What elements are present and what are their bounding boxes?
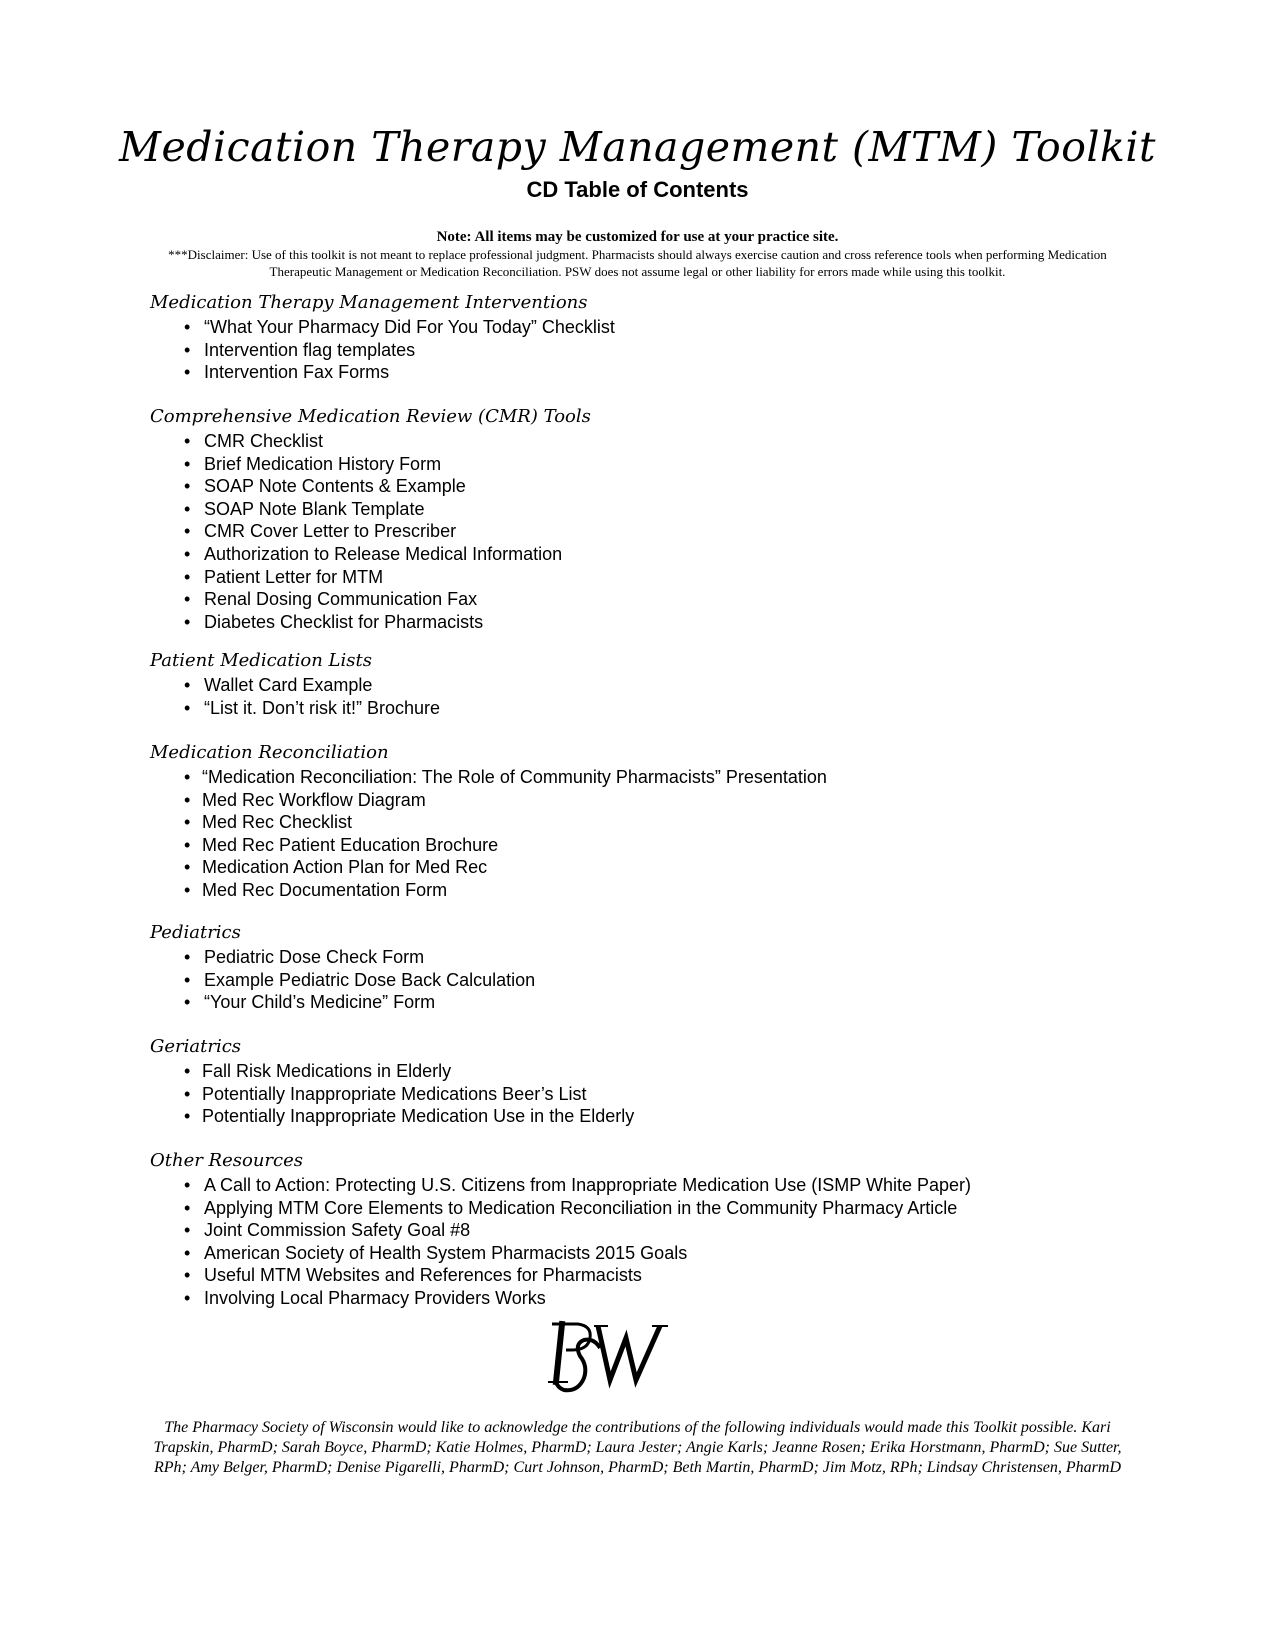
list-item	[150, 991, 1150, 1014]
section-heading: Comprehensive Medication Review (CMR) Tools	[150, 406, 591, 427]
item-text: Fall Risk Medications in Elderly	[202, 1061, 452, 1081]
bullet-icon: •	[184, 339, 191, 360]
list-item	[150, 1197, 1150, 1220]
bullet-icon: •	[184, 812, 191, 833]
item-text: Pediatric Dose Check Form	[204, 947, 425, 967]
page-subtitle: CD Table of Contents	[526, 177, 749, 202]
bullet-icon: •	[184, 1220, 191, 1241]
psw-logo	[548, 1318, 672, 1396]
bullet-icon: •	[184, 1083, 191, 1104]
item-text: Med Rec Documentation Form	[202, 879, 448, 900]
list-item	[150, 879, 1150, 902]
bullet-icon: •	[184, 1265, 191, 1286]
bullet-icon: •	[184, 1175, 191, 1195]
item-list	[150, 316, 1150, 384]
item-text: Patient Letter for MTM	[204, 566, 384, 587]
list-item	[150, 674, 1150, 697]
list-item	[150, 1242, 1150, 1265]
bullet-icon: •	[184, 431, 191, 451]
section-pediatrics	[150, 922, 1150, 1014]
list-item	[150, 543, 1150, 566]
section-heading: Medication Therapy Management Interventions	[150, 292, 588, 313]
item-text: Involving Local Pharmacy Providers Works	[204, 1287, 546, 1308]
item-text: Potentially Inappropriate Medication Use in the Elderly	[202, 1106, 635, 1127]
item-list	[150, 1060, 1150, 1128]
list-item	[150, 946, 1150, 969]
list-item	[150, 339, 1150, 362]
list-item	[150, 766, 1150, 789]
item-text: “List it. Don’t risk it!” Brochure	[204, 697, 441, 718]
item-text: Authorization to Release Medical Information	[204, 543, 563, 564]
item-text: Example Pediatric Dose Back Calculation	[204, 969, 536, 990]
bullet-icon: •	[184, 789, 191, 810]
bullet-icon: •	[184, 476, 191, 497]
list-item	[150, 520, 1150, 543]
list-item	[150, 789, 1150, 812]
list-item	[150, 316, 1150, 339]
item-text: Applying MTM Core Elements to Medication Reconciliation in the Community Pharmacy Article	[204, 1197, 958, 1218]
bullet-icon: •	[184, 834, 191, 855]
item-text: “Medication Reconciliation: The Role of Community Pharmacists” Presentation	[202, 767, 827, 787]
list-item	[150, 1105, 1150, 1128]
bullet-icon: •	[184, 566, 191, 587]
section-mtm-interventions	[150, 292, 1150, 384]
item-text: Intervention flag templates	[204, 339, 416, 360]
item-text: Medication Action Plan for Med Rec	[202, 857, 488, 878]
item-list	[150, 946, 1150, 1014]
item-text: Med Rec Patient Education Brochure	[202, 834, 499, 855]
bullet-icon: •	[184, 498, 191, 519]
bullet-icon: •	[184, 521, 191, 542]
bullet-icon: •	[184, 857, 191, 878]
section-geriatrics	[150, 1036, 1150, 1128]
section-other-resources	[150, 1150, 1150, 1310]
item-text: SOAP Note Contents & Example	[204, 476, 466, 497]
section-heading: Medication Reconciliation	[150, 742, 389, 763]
item-text: Diabetes Checklist for Pharmacists	[204, 611, 484, 632]
list-item	[150, 1174, 1150, 1197]
list-item	[150, 1287, 1150, 1310]
bullet-icon: •	[184, 1106, 191, 1127]
disclaimer-text: ***Disclaimer: Use of this toolkit is not meant to replace professional judgment. Pharmacists should always exercise caution and cross reference tools when performing Medication Therapeutic Management or Medication Reconciliation. PSW does not assume legal or other liability for errors made while using this toolkit.	[168, 247, 1107, 279]
item-text: “What Your Pharmacy Did For You Today” Checklist	[204, 317, 615, 337]
list-item	[150, 969, 1150, 992]
list-item	[150, 1219, 1150, 1242]
list-item	[150, 498, 1150, 521]
item-list	[150, 1174, 1150, 1310]
customization-note: Note: All items may be customized for use at your practice site.	[436, 229, 839, 245]
list-item	[150, 430, 1150, 453]
section-patient-medication-lists	[150, 650, 1150, 719]
bullet-icon: •	[184, 1242, 191, 1263]
item-text: Renal Dosing Communication Fax	[204, 589, 478, 610]
bullet-icon: •	[184, 453, 191, 474]
list-item	[150, 475, 1150, 498]
list-item	[150, 1060, 1150, 1083]
item-text: Potentially Inappropriate Medications Beer’s List	[202, 1083, 587, 1104]
bullet-icon: •	[184, 969, 191, 990]
list-item	[150, 1264, 1150, 1287]
bullet-icon: •	[184, 1061, 191, 1081]
bullet-icon: •	[184, 1287, 191, 1308]
item-text: Intervention Fax Forms	[204, 362, 390, 383]
page-title: Medication Therapy Management (MTM) Toolkit	[119, 123, 1156, 171]
item-text: A Call to Action: Protecting U.S. Citizens from Inappropriate Medication Use (ISMP White Paper)	[204, 1175, 971, 1195]
bullet-icon: •	[184, 543, 191, 564]
list-item	[150, 453, 1150, 476]
item-text: Joint Commission Safety Goal #8	[204, 1220, 471, 1241]
item-list	[150, 430, 1150, 633]
list-item	[150, 697, 1150, 720]
bullet-icon: •	[184, 317, 191, 337]
section-heading: Other Resources	[150, 1150, 304, 1171]
bullet-icon: •	[184, 611, 191, 632]
item-text: SOAP Note Blank Template	[204, 498, 425, 519]
item-text: American Society of Health System Pharmacists 2015 Goals	[204, 1242, 688, 1263]
item-text: CMR Checklist	[204, 431, 324, 451]
bullet-icon: •	[184, 879, 191, 900]
item-text: “Your Child’s Medicine” Form	[204, 992, 436, 1013]
bullet-icon: •	[184, 362, 191, 383]
item-list	[150, 674, 1150, 719]
section-heading: Geriatrics	[150, 1036, 242, 1057]
list-item	[150, 566, 1150, 589]
section-cmr-tools	[150, 406, 1150, 633]
bullet-icon: •	[184, 992, 191, 1013]
list-item	[150, 361, 1150, 384]
item-text: Wallet Card Example	[204, 675, 373, 695]
acknowledgement-text: The Pharmacy Society of Wisconsin would like to acknowledge the contributions of the following individuals would made this Toolkit possible. Kari Trapskin, PharmD; Sarah Boyce, PharmD; Katie Holmes, PharmD; Laura Jester; Angie Karls; Jeanne Rosen; Erika Horstmann, PharmD; Sue Sutter, RPh; Amy Belger, PharmD; Denise Pigarelli, PharmD; Curt Johnson, PharmD; Beth Martin, PharmD; Jim Motz, RPh; Lindsay Christensen, PharmD	[153, 1419, 1122, 1476]
list-item	[150, 834, 1150, 857]
bullet-icon: •	[184, 1197, 191, 1218]
bullet-icon: •	[184, 697, 191, 718]
list-item	[150, 1083, 1150, 1106]
list-item	[150, 588, 1150, 611]
section-medication-reconciliation	[150, 742, 1150, 902]
bullet-icon: •	[184, 767, 191, 787]
section-heading: Patient Medication Lists	[150, 650, 372, 671]
item-text: Useful MTM Websites and References for Pharmacists	[204, 1265, 642, 1286]
bullet-icon: •	[184, 947, 191, 967]
bullet-icon: •	[184, 675, 191, 695]
item-text: Med Rec Checklist	[202, 812, 353, 833]
item-text: CMR Cover Letter to Prescriber	[204, 521, 457, 542]
bullet-icon: •	[184, 589, 191, 610]
list-item	[150, 856, 1150, 879]
list-item	[150, 811, 1150, 834]
item-text: Med Rec Workflow Diagram	[202, 789, 426, 810]
item-list	[150, 766, 1150, 902]
list-item	[150, 611, 1150, 634]
item-text: Brief Medication History Form	[204, 453, 442, 474]
section-heading: Pediatrics	[150, 922, 241, 943]
